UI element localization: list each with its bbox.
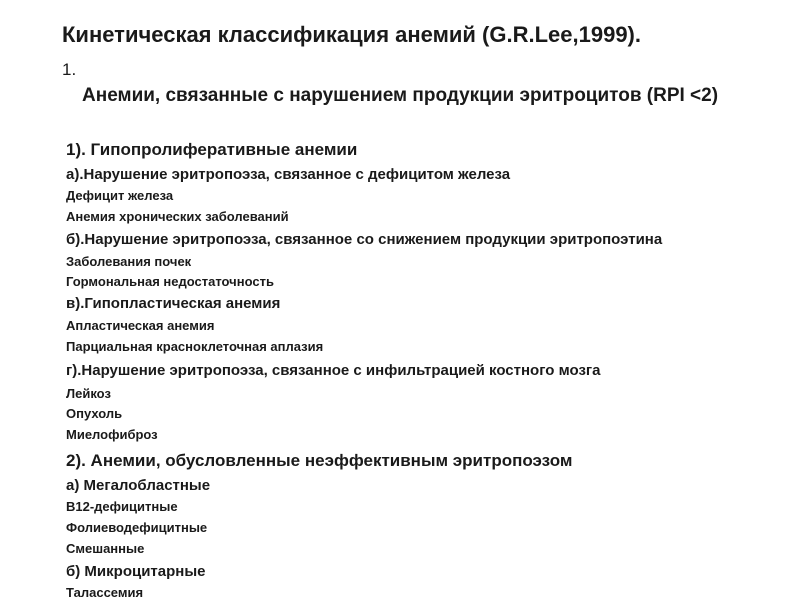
list-item: Фолиеводефицитные <box>66 520 208 535</box>
category-heading: 1). Гипопролиферативные анемии <box>66 140 358 159</box>
list-item: Дефицит железа <box>66 188 174 203</box>
list-item: Апластическая анемия <box>66 318 215 333</box>
subcategory-heading: б).Нарушение эритропоэза, связанное со снижением продукции эритропоэтина <box>66 231 663 248</box>
list-item: Заболевания почек <box>66 254 192 269</box>
list-item: Смешанные <box>66 541 145 556</box>
list-item: Талассемия <box>66 585 144 600</box>
list-item: Парциальная красноклеточная аплазия <box>66 339 324 354</box>
subcategory-heading: а) Мегалобластные <box>66 477 211 494</box>
list-item: Лейкоз <box>66 386 111 401</box>
subcategory-heading: в).Гипопластическая анемия <box>66 295 281 312</box>
subcategory-heading: а).Нарушение эритропоэза, связанное с дефицитом железа <box>66 166 511 183</box>
list-item: Опухоль <box>66 406 123 421</box>
group-heading: Анемии, связанные с нарушением продукции эритроцитов (RPI <2) <box>82 85 719 106</box>
list-number: 1. <box>62 60 77 79</box>
list-item: Гормональная недостаточность <box>66 274 274 289</box>
subcategory-heading: б) Микроцитарные <box>66 563 206 580</box>
list-item: Анемия хронических заболеваний <box>66 209 289 224</box>
subcategory-heading: г).Нарушение эритропоэза, связанное с инфильтрацией костного мозга <box>66 362 601 379</box>
list-item: В12-дефицитные <box>66 499 178 514</box>
category-heading: 2). Анемии, обусловленные неэффективным эритропоэзом <box>66 451 573 470</box>
slide-title: Кинетическая классификация анемий (G.R.Lee,1999). <box>62 22 641 47</box>
list-item: Миелофиброз <box>66 427 158 442</box>
